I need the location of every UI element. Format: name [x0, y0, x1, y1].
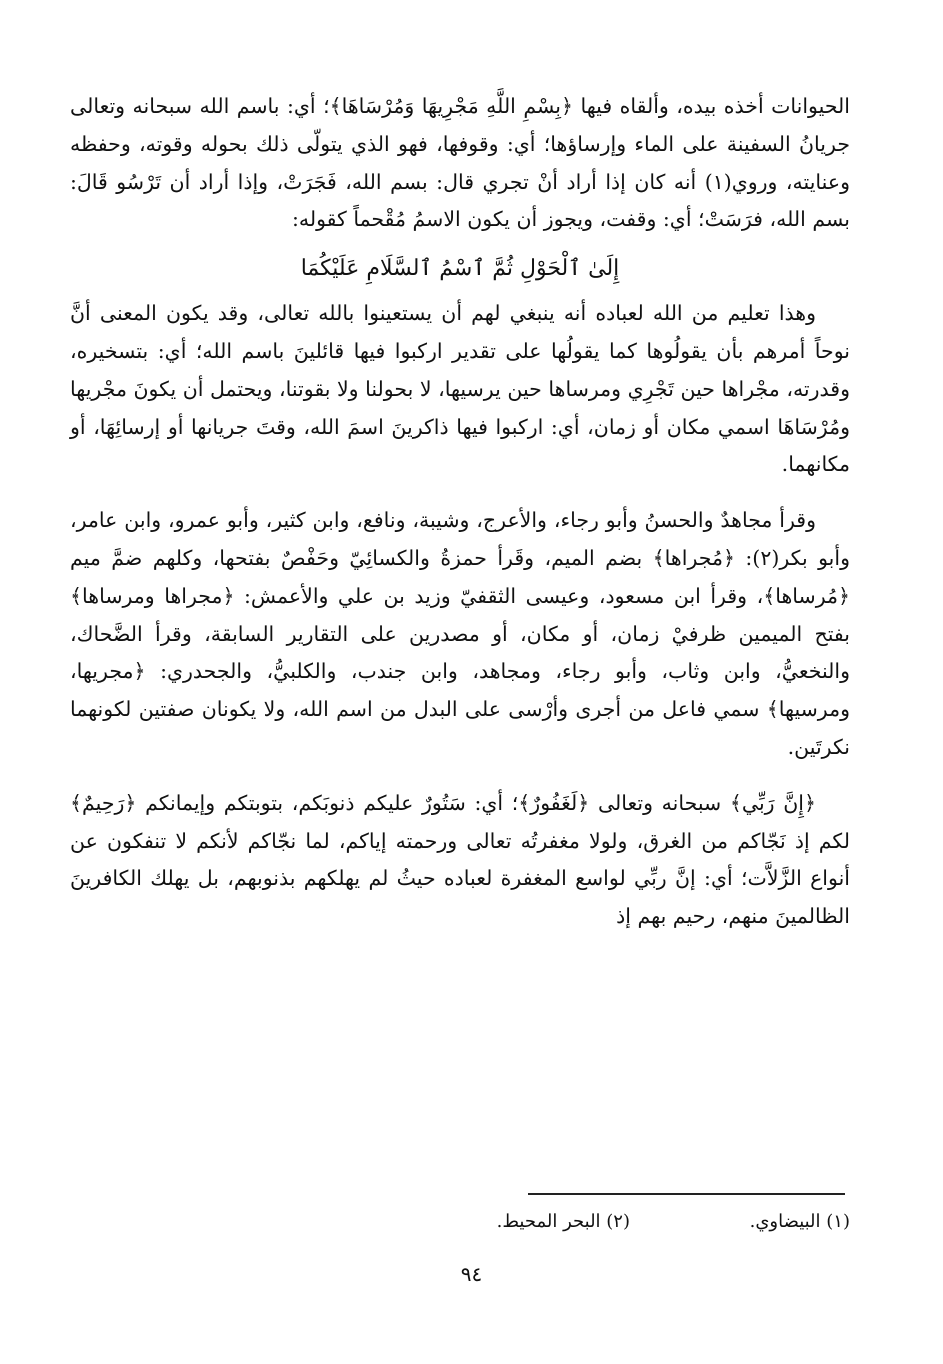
- page-number: ٩٤: [460, 1262, 483, 1286]
- paragraph-2: وهذا تعليم من الله لعباده أنه ينبغي لهم أن يستعينوا بالله تعالى، وقد يكون المعنى أنَّ نوحاً أمرهم بأن يقولُوها كما يقولُها على تقدير اركبوا فيها قائلينَ باسم الله؛ أي: بتسخيره، وقدرته، مجْراها حين تَجْرِي ومرساها حين يرسيها، لا بحولنا ولا بقوتنا، ويحتمل أن يكونَ مجْريها ومُرْسَاهَا اسمي مكان أو زمان، أي: اركبوا فيها ذاكرينَ اسمَ الله، وقتَ جريانها أو إرسائِهَا، أو مكانهما.: [70, 301, 850, 477]
- poetry-verse: إِلَىٰ ٱلْحَوْلِ ثُمَّ ٱسْمُ ٱلسَّلَامِ عَلَيْكُمَا: [300, 256, 620, 282]
- paragraph-1: الحيوانات أخذه بيده، وألقاه فيها ﴿بِسْمِ اللَّهِ مَجْرِيهَا وَمُرْسَاهَا﴾؛ أي: باسم الله سبحانه وتعالى جريانُ السفينة على الماء وإرساؤها؛ أي: وقوفها، فهو الذي يتولّى ذلك بحوله وقوته، وحفظه وعنايته، وروي(١) أنه كان إذا أراد أنْ تجري قال: بسم الله، فَجَرَتْ، وإذا أراد أن تَرْسُو قَالَ: بسم الله، فرَسَتْ؛ أي: وقفت، ويجوز أن يكون الاسمُ مُقْحماً كقوله:: [70, 94, 850, 232]
- footnotes: [70, 1208, 850, 1236]
- footnote-2: (٢) البحر المحيط.: [496, 1211, 630, 1232]
- footnote-divider: [528, 1193, 845, 1195]
- page-body: [70, 88, 850, 936]
- footnote-1: (١) البيضاوي.: [749, 1211, 850, 1232]
- paragraph-4: ﴿إِنَّ رَبِّي﴾ سبحانه وتعالى ﴿لَغَفُورٌ﴾؛ أي: سَتُورٌ عليكم ذنوبَكم، بتوبتكم وإيمانكم ﴿رَحِيمٌ﴾ لكم إذ نَجّاكم من الغرق، ولولا مغفرتُه تعالى ورحمته إياكم، لما نجّاكم لأنكم لا تنفكون عن أنواع الزَّلاَّت؛ أي: إنَّ ربِّي لواسع المغفرة لعباده حيثُ لم يهلكهم بذنوبهم، بل يهلك الكافرينَ الظالمينَ منهم، رحيم بهم إذ: [70, 790, 850, 929]
- paragraph-3: وقرأ مجاهدٌ والحسنُ وأبو رجاء، والأعرج، وشيبة، ونافع، وابن كثير، وأبو عمرو، وابن عامر، وأبو بكر(٢): ﴿مُجراها﴾ بضم الميم، وقَرأ حمزةُ والكسائِيّ وحَفْصٌ بفتحها، وكلهم ضمَّ ميم ﴿مُرساها﴾، وقرأ ابن مسعود، وعيسى الثقفيّ وزيد بن علي والأعمش: ﴿مجراها ومرساها﴾ بفتح الميمين ظرفيْ زمان، أو مكان، أو مصدرين على التقارير السابقة، وقرأ الضَّحاك، والنخعيُّ، وابن وثاب، وأبو رجاء، ومجاهد، وابن جندب، والكلبيُّ، والجحدري: ﴿مجريها، ومرسيها﴾ سمي فاعل من أجرى وأرْسى على البدل من اسم الله، ولا يكونان صفتين لكونهما نكرتَين.: [70, 508, 850, 759]
